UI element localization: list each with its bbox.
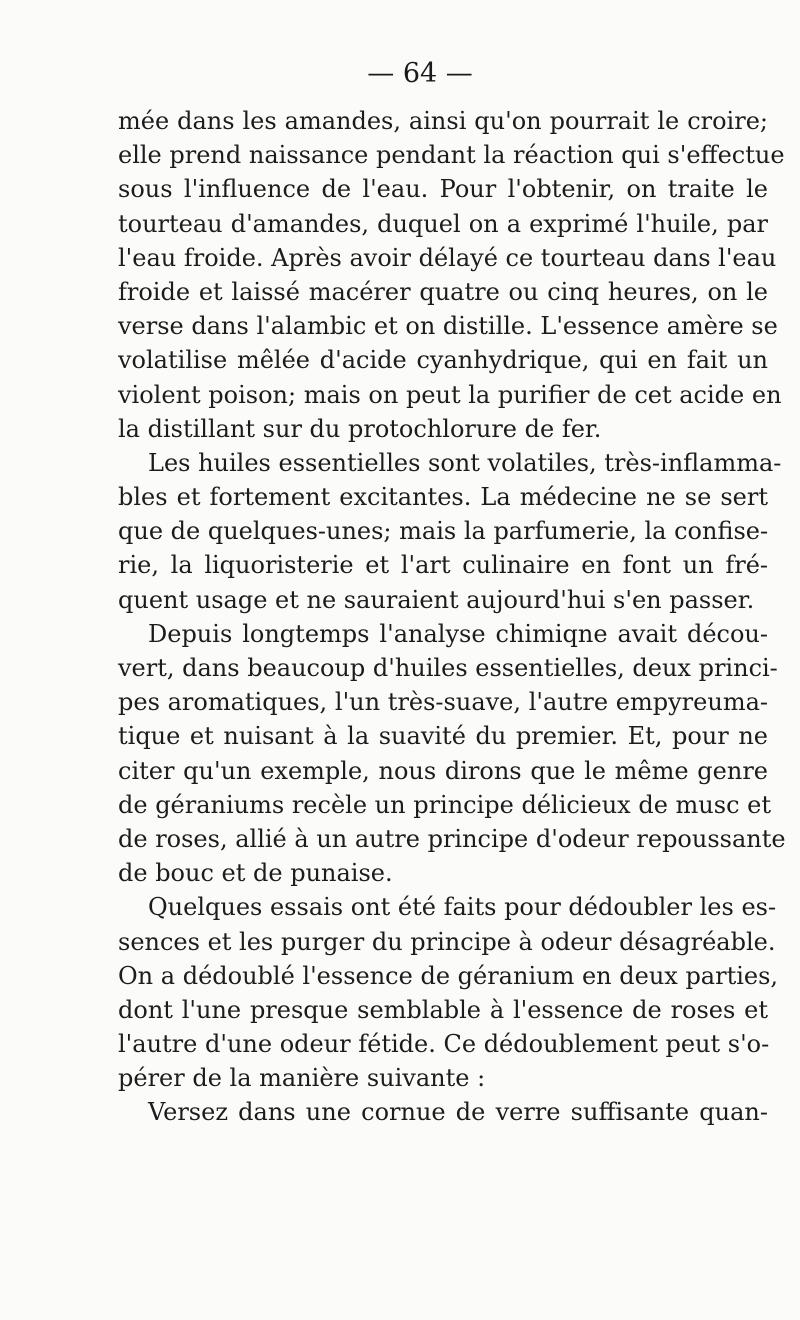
text-line: elle prend naissance pendant la réaction qui s'effectue bbox=[118, 141, 785, 170]
text-line: sous l'influence de l'eau. Pour l'obtenir, on traite le bbox=[118, 175, 768, 204]
text-line: verse dans l'alambic et on distille. L'essence amère se bbox=[118, 312, 778, 341]
text-line: que de quelques-unes; mais la parfumerie, la confise- bbox=[118, 517, 769, 546]
text-line: rie, la liquoristerie et l'art culinaire en font un fré- bbox=[118, 551, 768, 580]
text-line: de géraniums recèle un principe délicieux de musc et bbox=[118, 790, 771, 819]
text-line: On a dédoublé l'essence de géranium en deux parties, bbox=[118, 961, 779, 990]
text-line: bles et fortement excitantes. La médecine ne se sert bbox=[118, 483, 768, 512]
text-line: pérer de la manière suivante : bbox=[118, 1064, 486, 1093]
text-line: l'autre d'une odeur fétide. Ce dédoublement peut s'o- bbox=[118, 1030, 770, 1059]
text-line: l'eau froide. Après avoir délayé ce tourteau dans l'eau bbox=[118, 243, 777, 272]
text-line: citer qu'un exemple, nous dirons que le même genre bbox=[118, 756, 768, 785]
text-line: volatilise mêlée d'acide cyanhydrique, qui en fait un bbox=[118, 346, 768, 375]
text-line: Les huiles essentielles sont volatiles, très-inflamma- bbox=[148, 448, 782, 477]
text-line: de bouc et de punaise. bbox=[118, 859, 393, 888]
text-line: pes aromatiques, l'un très-suave, l'autre empyreuma- bbox=[118, 688, 768, 717]
text-line: tourteau d'amandes, duquel on a exprimé l'huile, par bbox=[118, 209, 768, 238]
text-line: de roses, allié à un autre principe d'odeur repoussante bbox=[118, 824, 786, 853]
text-line: dont l'une presque semblable à l'essence de roses et bbox=[118, 995, 768, 1024]
text-line: tique et nuisant à la suavité du premier. Et, pour ne bbox=[118, 722, 768, 751]
text-line: froide et laissé macérer quatre ou cinq heures, on le bbox=[118, 277, 768, 306]
text-line: quent usage et ne sauraient aujourd'hui s'en passer. bbox=[118, 585, 755, 614]
text-line: la distillant sur du protochlorure de fer. bbox=[118, 414, 602, 443]
text-line: violent poison; mais on peut la purifier de cet acide en bbox=[118, 380, 782, 409]
text-line: Versez dans une cornue de verre suffisante quan- bbox=[148, 1098, 768, 1127]
text-line: vert, dans beaucoup d'huiles essentielles, deux princi- bbox=[118, 654, 778, 682]
body-text bbox=[118, 104, 786, 1130]
page-number: — 64 — bbox=[367, 58, 473, 89]
text-line: Depuis longtemps l'analyse chimiqne avait décou- bbox=[148, 619, 768, 648]
text-line: mée dans les amandes, ainsi qu'on pourrait le croire; bbox=[118, 107, 768, 135]
text-line: sences et les purger du principe à odeur désagréable. bbox=[118, 927, 776, 956]
text-line: Quelques essais ont été faits pour dédoubler les es- bbox=[148, 893, 777, 922]
